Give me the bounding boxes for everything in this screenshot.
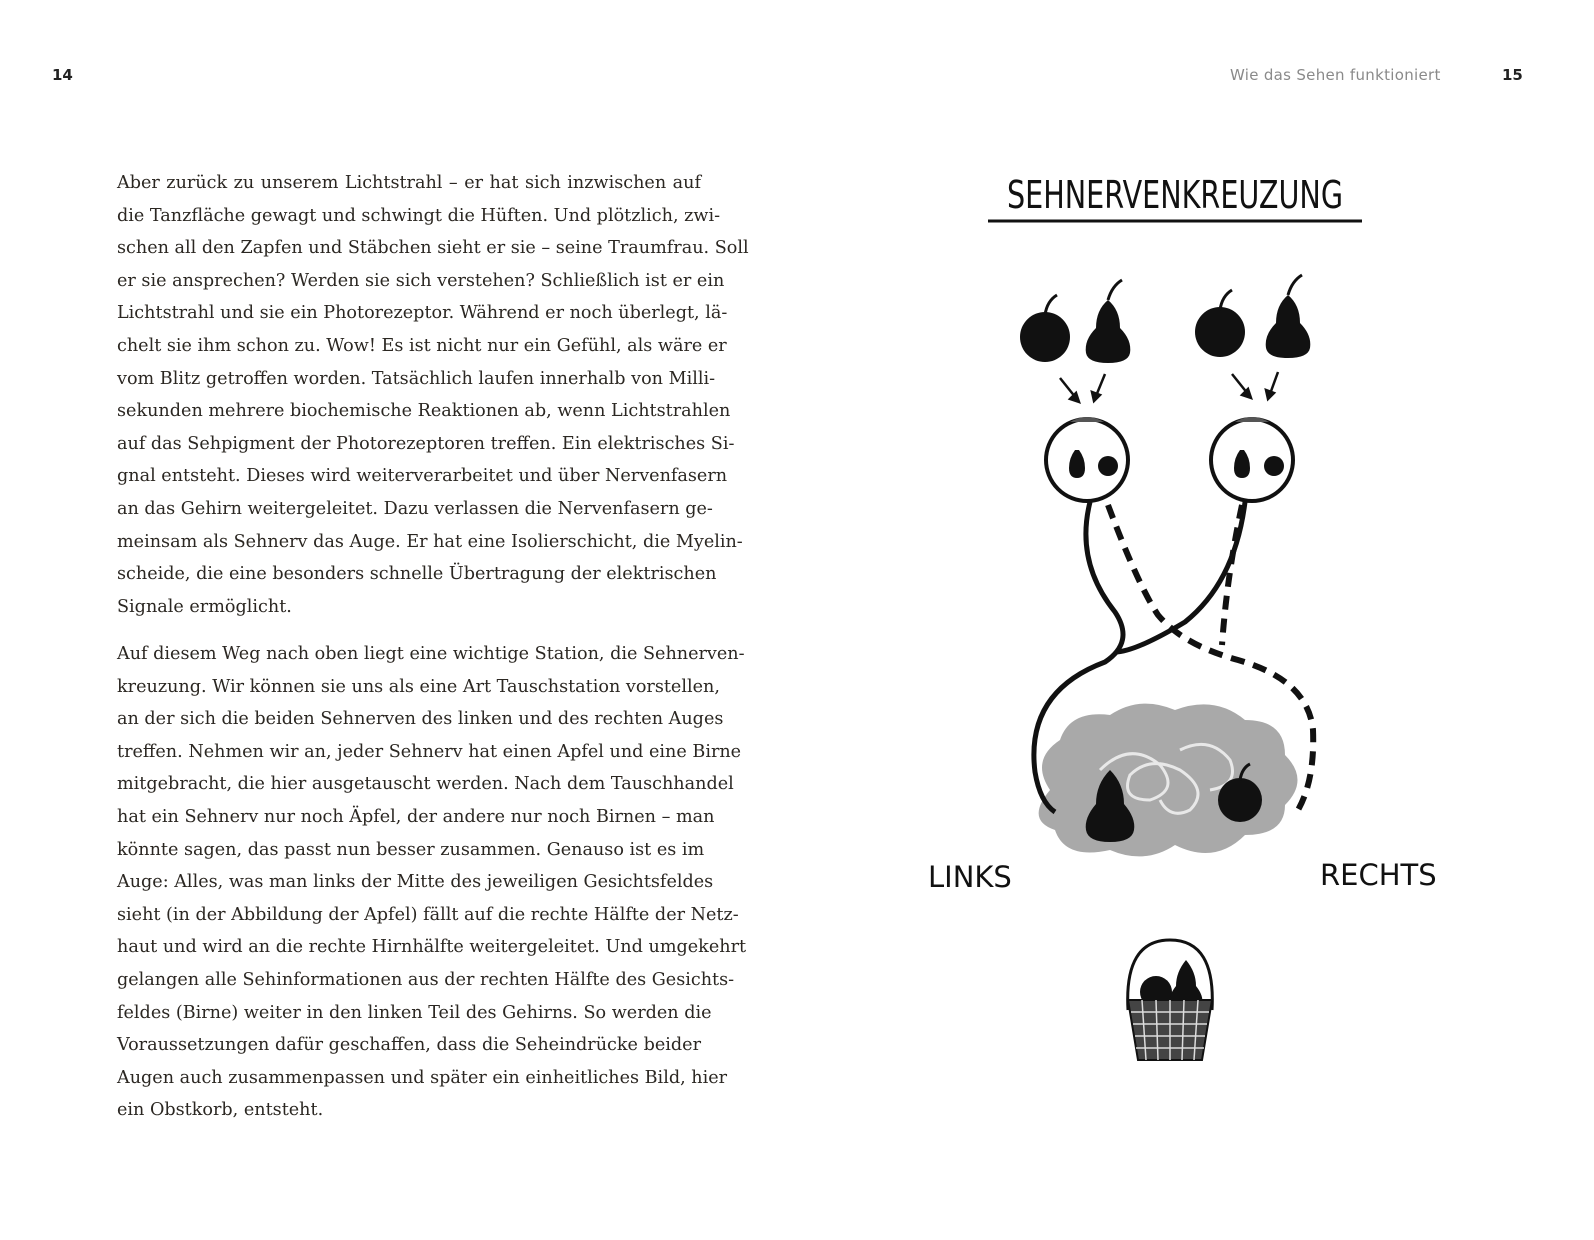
text-line: Auge: Alles, was man links der Mitte des jeweiligen Gesichtsfeldes (117, 872, 714, 893)
right-page-number: 15 (1502, 66, 1523, 84)
pear-icon (1086, 280, 1131, 363)
text-line: scheide, die eine besonders schnelle Übertragung der elektrischen (117, 564, 717, 585)
text-line: an der sich die beiden Sehnerven des linken und des rechten Auges (117, 709, 724, 730)
text-line: Augen auch zusammenpassen und später ein einheitliches Bild, hier (117, 1067, 728, 1088)
text-line: chelt sie ihm schon zu. Wow! Es ist nicht nur ein Gefühl, als wäre er (117, 335, 727, 356)
text-line: Lichtstrahl und sie ein Photorezeptor. Während er noch überlegt, lä- (117, 303, 728, 324)
text-line: Signale ermöglicht. (117, 596, 292, 617)
right-eye (1211, 417, 1293, 501)
text-line: kreuzung. Wir können sie uns als eine Art Tauschstation vorstellen, (117, 676, 720, 697)
text-line: sieht (in der Abbildung der Apfel) fällt auf die rechte Hälfte der Netz- (117, 904, 739, 925)
text-line: könnte sagen, das passt nun besser zusammen. Genauso ist es im (117, 839, 705, 860)
fruit-pair-right (1195, 275, 1310, 358)
text-line: sekunden mehrere biochemische Reaktionen ab, wenn Lichtstrahlen (117, 401, 731, 422)
illustration-title: SEHNERVENKREUZUNG (1007, 173, 1343, 217)
running-title: Wie das Sehen funktioniert (1230, 66, 1441, 84)
paragraph-1 (117, 167, 749, 623)
fruit-pair-left (1020, 280, 1130, 363)
text-line: gnal entsteht. Dieses wird weiterverarbeitet und über Nervenfasern (117, 466, 728, 487)
left-page-number: 14 (52, 66, 73, 84)
text-line: Auf diesem Weg nach oben liegt eine wichtige Station, die Sehnerven- (117, 644, 745, 664)
optic-chiasm-illustration (880, 150, 1480, 1080)
text-line: ein Obstkorb, entsteht. (117, 1100, 324, 1121)
label-right: RECHTS (1320, 858, 1437, 892)
left-eye (1046, 417, 1128, 501)
text-line: schen all den Zapfen und Stäbchen sieht er sie – seine Traumfrau. Soll (117, 238, 749, 259)
text-line: mitgebracht, die hier ausgetauscht werden. Nach dem Tauschhandel (117, 774, 734, 795)
text-line: Voraussetzungen dafür geschaffen, dass die Seheindrücke beider (117, 1035, 701, 1056)
text-line: treffen. Nehmen wir an, jeder Sehnerv hat einen Apfel und eine Birne (117, 741, 742, 762)
label-left: LINKS (928, 860, 1012, 894)
text-line: haut und wird an die rechte Hirnhälfte weitergeleitet. Und umgekehrt (117, 937, 747, 958)
apple-icon (1020, 295, 1070, 362)
text-line: auf das Sehpigment der Photorezeptoren treffen. Ein elektrisches Si- (117, 433, 735, 454)
text-line: er sie ansprechen? Werden sie sich verstehen? Schließlich ist er ein (117, 270, 725, 291)
apple-icon (1195, 290, 1245, 357)
text-line: Aber zurück zu unserem Lichtstrahl – er hat sich inzwischen auf (117, 173, 701, 193)
paragraph-2 (117, 638, 747, 1127)
text-line: vom Blitz getroffen worden. Tatsächlich laufen innerhalb von Milli- (117, 368, 716, 389)
arrow-icons (1060, 372, 1278, 402)
pear-icon (1266, 275, 1311, 358)
text-line: an das Gehirn weitergeleitet. Dazu verlassen die Nervenfasern ge- (117, 498, 713, 519)
text-line: feldes (Birne) weiter in den linken Teil des Gehirns. So werden die (117, 1002, 712, 1023)
apple-icon (1218, 778, 1262, 822)
fruit-basket (1128, 940, 1213, 1060)
text-line: meinsam als Sehnerv das Auge. Er hat eine Isolierschicht, die Myelin- (117, 531, 743, 552)
text-line: die Tanzfläche gewagt und schwingt die Hüften. Und plötzlich, zwi- (117, 205, 721, 226)
text-line: hat ein Sehnerv nur noch Äpfel, der andere nur noch Birnen – man (117, 806, 715, 827)
text-line: gelangen alle Sehinformationen aus der rechten Hälfte des Gesichts- (117, 969, 735, 990)
